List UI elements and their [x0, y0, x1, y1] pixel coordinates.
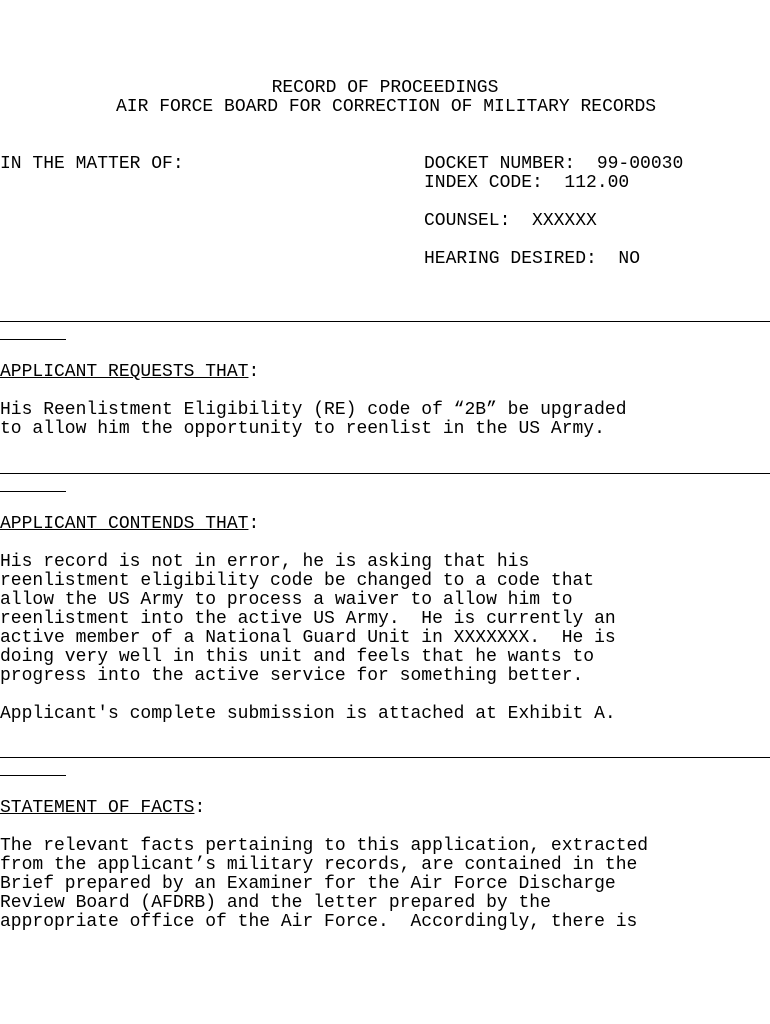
section-divider — [0, 453, 770, 474]
title-line-2: AIR FORCE BOARD FOR CORRECTION OF MILITARY RECORDS — [116, 97, 657, 117]
in-the-matter-of-label: IN THE MATTER OF: — [0, 154, 184, 174]
requests-body: His Reenlistment Eligibility (RE) code of “2B” be upgraded to allow him the opportunity to reenlist in the US Army. — [0, 400, 627, 439]
section-divider — [0, 737, 770, 758]
section-divider-tail — [0, 775, 66, 776]
contends-body: His record is not in error, he is asking that his reenlistment eligibility code be changed to a code that allow the US Army to process a waiver to allow him to reenlistment into the active US Army. He is currently an active member of a National Guard Unit in XXXXXXX. He is doing very well in this unit and feels that he wants to progress into the active service for something better. — [0, 552, 616, 686]
requests-heading: APPLICANT REQUESTS THAT: — [0, 362, 260, 382]
facts-heading-text: STATEMENT OF FACTS — [0, 798, 195, 818]
title-line-1: RECORD OF PROCEEDINGS — [271, 78, 499, 98]
section-divider-tail — [0, 339, 66, 340]
contends-heading-text: APPLICANT CONTENDS THAT — [0, 514, 249, 534]
index-code: INDEX CODE: 112.00 — [424, 173, 630, 193]
section-divider-tail — [0, 491, 66, 492]
exhibit-note: Applicant's complete submission is attached at Exhibit A. — [0, 704, 616, 724]
contends-heading: APPLICANT CONTENDS THAT: — [0, 514, 260, 534]
section-divider — [0, 301, 770, 322]
facts-body: The relevant facts pertaining to this application, extracted from the applicant’s military records, are contained in the Brief prepared by an Examiner for the Air Force Discharge Review Board (AFDRB) and the letter prepared by the appropriate office of the Air Force. Accordingly, there is — [0, 836, 649, 932]
hearing-desired: HEARING DESIRED: NO — [424, 249, 641, 269]
docket-number: DOCKET NUMBER: 99-00030 — [424, 154, 684, 174]
facts-heading: STATEMENT OF FACTS: — [0, 798, 206, 818]
requests-heading-text: APPLICANT REQUESTS THAT — [0, 362, 249, 382]
counsel: COUNSEL: XXXXXX — [424, 211, 597, 231]
